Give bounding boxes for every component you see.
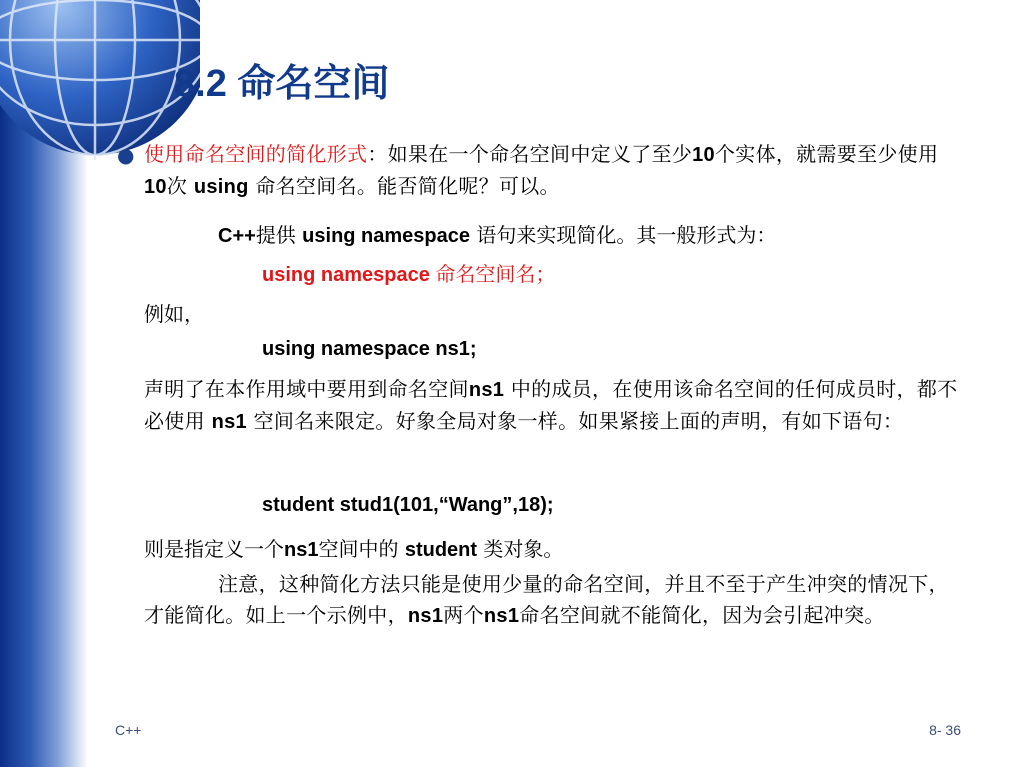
footer-course-label: C++ bbox=[115, 722, 142, 738]
text-span: 如果在一个命名空间中定义了至少 bbox=[387, 142, 693, 166]
note-paragraph bbox=[144, 569, 959, 632]
bullet-paragraph bbox=[144, 139, 959, 203]
page-number: 8- 36 bbox=[929, 722, 961, 738]
number-text: 10 bbox=[144, 176, 167, 198]
explanation-paragraph bbox=[144, 374, 959, 438]
text-span: 命名空间就不能简化，因为会引起冲突。 bbox=[519, 603, 885, 627]
slide-title: 8.2 命名空间 bbox=[174, 63, 390, 105]
text-span: 类对象。 bbox=[477, 537, 564, 561]
text-span: 空间名来限定。好象全局对象一样。如果紧接上面的声明，有如下语句： bbox=[246, 409, 904, 433]
example-label: 例如， bbox=[144, 302, 204, 326]
object-description-line bbox=[144, 533, 563, 562]
text-span: 两个 bbox=[443, 603, 484, 627]
keyword-text: ns1 bbox=[468, 379, 505, 401]
code-text: using namespace bbox=[262, 264, 436, 286]
number-text: 10 bbox=[692, 144, 715, 166]
text-span: 次 bbox=[166, 174, 194, 198]
keyword-text: ns1 bbox=[284, 539, 319, 561]
example-code: using namespace ns1; bbox=[262, 338, 477, 360]
text-span: 命名空间名； bbox=[435, 262, 556, 286]
keyword-text: ns1 bbox=[407, 605, 444, 627]
keyword-text: C++ bbox=[218, 225, 256, 247]
text-span: 注意，这种简化方法只能是使用少量的命名空间，并且不至于产生冲突的情况下，才能简化。如上一个示例中， bbox=[144, 572, 949, 627]
keyword-text: ns1 bbox=[211, 411, 247, 433]
statement-code: student stud1(101,“Wang”,18); bbox=[262, 494, 554, 516]
syntax-line bbox=[262, 258, 555, 287]
keyword-text: using namespace bbox=[302, 225, 471, 247]
text-span: 提供 bbox=[255, 223, 303, 247]
keyword-text: ns1 bbox=[483, 605, 520, 627]
keyword-text: student bbox=[404, 539, 478, 561]
text-span: ： bbox=[367, 142, 388, 166]
globe-decoration-icon bbox=[0, 0, 200, 160]
text-span: 命名空间名。能否简化呢？可以。 bbox=[248, 174, 560, 198]
highlight-text: 使用命名空间的简化形式 bbox=[144, 142, 368, 166]
keyword-text: using bbox=[193, 176, 249, 198]
text-span: 语句来实现简化。其一般形式为： bbox=[470, 223, 777, 247]
text-span: 声明了在本作用域中要用到命名空间 bbox=[144, 377, 469, 401]
text-span: 空间中的 bbox=[318, 537, 405, 561]
text-span: 个实体，就需要至少使用 bbox=[714, 142, 939, 166]
text-span: 则是指定义一个 bbox=[144, 537, 284, 561]
bullet-icon: ● bbox=[117, 143, 135, 167]
text-span: 中的成员，在使用该命名空间的任何成员时，都不必使用 bbox=[144, 377, 958, 433]
cpp-statement-line bbox=[218, 219, 776, 248]
